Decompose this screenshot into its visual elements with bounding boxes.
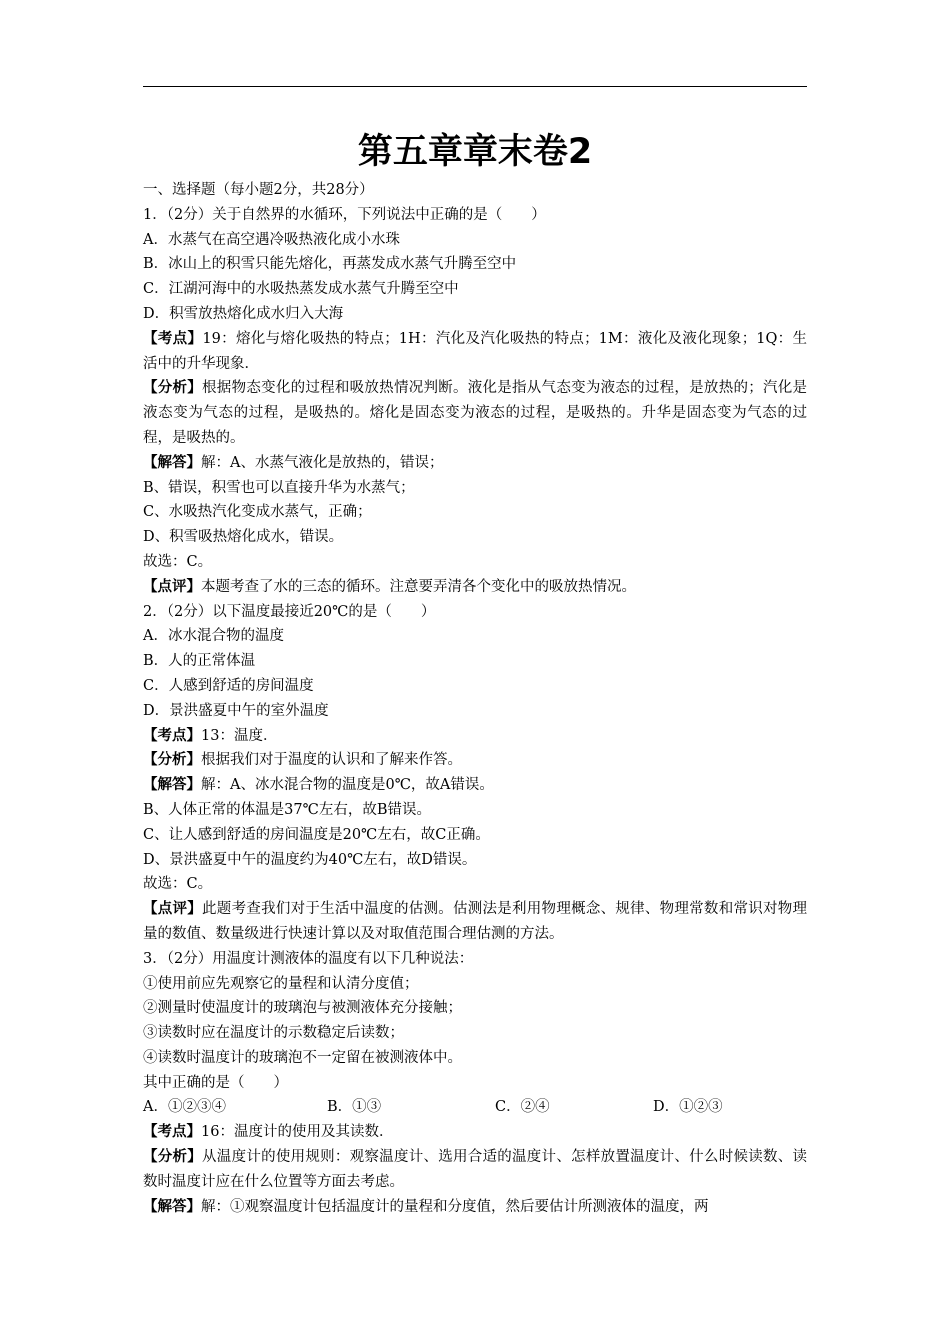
question-1-jieda-line: B、错误，积雪也可以直接升华为水蒸气； [143,479,415,496]
question-2-option-b: B．人的正常体温 [143,653,256,670]
question-2-option-c: C．人感到舒适的房间温度 [143,677,314,694]
question-3-options [143,1095,807,1120]
question-1-option-d: D．积雪放热熔化成水归入大海 [143,305,344,322]
question-2-jieda-line: C、让人感到舒适的房间温度是20℃左右，故C正确。 [143,826,490,843]
jieda-text: 解：①观察温度计包括温度计的量程和分度值，然后要估计所测液体的温度，两 [201,1198,709,1215]
question-3-statement: ④读数时温度计的玻璃泡不一定留在被测液体中。 [143,1049,462,1066]
question-3-kaodian [143,1120,807,1145]
question-3-statement: ②测量时使温度计的玻璃泡与被测液体充分接触； [143,1000,462,1017]
question-1-answer: 故选：C。 [143,553,213,570]
jieda-tag: 【解答】 [143,1198,201,1215]
question-1-option-c: C．江湖河海中的水吸热蒸发成水蒸气升腾至空中 [143,281,459,298]
fenxi-tag: 【分析】 [143,380,203,397]
kaodian-tag: 【考点】 [143,727,201,744]
question-2-jieda-line: D、景洪盛夏中午的温度约为40℃左右，故D错误。 [143,851,477,868]
question-1-jieda-line: C、水吸热汽化变成水蒸气，正确； [143,504,372,521]
jieda-tag: 【解答】 [143,454,201,471]
dianping-tag: 【点评】 [143,578,201,595]
question-2-stem: 2．（2分）以下温度最接近20℃的是（ ） [143,603,436,620]
header-rule [143,86,807,87]
page-title: 第五章章末卷2 [357,132,593,172]
question-1-jieda [143,451,807,476]
question-3-fenxi [143,1145,807,1195]
question-1-kaodian [143,327,807,377]
kaodian-text: 19：熔化与熔化吸热的特点；1H：汽化及汽化吸热的特点；1M：液化及液化现象；1Q：生活中的升华现象． [143,330,807,372]
question-3-statement: ③读数时应在温度计的示数稳定后读数； [143,1025,404,1042]
question-2-jieda-line: B、人体正常的体温是37℃左右，故B错误。 [143,801,431,818]
question-1-option-b: B．冰山上的积雪只能先熔化，再蒸发成水蒸气升腾至空中 [143,256,517,273]
question-3-prompt: 其中正确的是（ ） [143,1074,288,1091]
dianping-text: 此题考查我们对于生活中温度的估测。估测法是利用物理概念、规律、物理常数和常识对物理量的数值、数量级进行快速计算以及对取值范围合理估测的方法。 [143,901,807,942]
kaodian-text: 13：温度． [201,727,278,744]
question-3-stem: 3．（2分）用温度计测液体的温度有以下几种说法： [143,950,474,967]
question-1-option-a: A．水蒸气在高空遇冷吸热液化成小水珠 [143,231,400,248]
question-1-fenxi [143,376,807,450]
jieda-text: 解：A、冰水混合物的温度是0℃，故A错误。 [201,777,494,794]
question-2-fenxi [143,748,807,773]
question-2-answer: 故选：C。 [143,876,213,893]
question-2-jieda [143,773,807,798]
question-2-kaodian [143,724,807,749]
question-3-jieda [143,1195,807,1220]
kaodian-tag: 【考点】 [143,330,203,347]
kaodian-tag: 【考点】 [143,1124,201,1141]
jieda-tag: 【解答】 [143,777,201,794]
fenxi-tag: 【分析】 [143,752,201,769]
question-1-dianping [143,575,807,600]
question-1-jieda-line: D、积雪吸热熔化成水，错误。 [143,529,344,546]
document-page [143,126,807,1219]
fenxi-text: 从温度计的使用规则：观察温度计、选用合适的温度计、怎样放置温度计、什么时候读数、读数时温度计应在什么位置等方面去考虑。 [143,1149,807,1190]
jieda-text: 解：A、水蒸气液化是放热的，错误； [201,454,444,471]
dianping-text: 本题考查了水的三态的循环。注意要弄清各个变化中的吸放热情况。 [201,578,636,595]
dianping-tag: 【点评】 [143,901,203,918]
question-3-option-b: B．①③ [327,1099,382,1116]
fenxi-text: 根据我们对于温度的认识和了解来作答。 [201,752,462,769]
question-3-option-c: C．②④ [495,1099,550,1116]
question-1-stem: 1．（2分）关于自然界的水循环，下列说法中正确的是（ ） [143,206,546,223]
kaodian-text: 16：温度计的使用及其读数． [201,1124,394,1141]
section-heading: 一、选择题（每小题2分，共28分） [143,182,374,198]
question-2-dianping [143,897,807,947]
fenxi-text: 根据物态变化的过程和吸放热情况判断。液化是指从气态变为液态的过程，是放热的；汽化是液态变为气态的过程，是吸热的。熔化是固态变为液态的过程，是吸热的。升华是固态变为气态的过程，是吸热的。 [143,380,807,446]
question-2-option-a: A．冰水混合物的温度 [143,628,284,645]
question-3-statement: ①使用前应先观察它的量程和认清分度值； [143,975,419,992]
fenxi-tag: 【分析】 [143,1149,203,1166]
question-2-option-d: D．景洪盛夏中午的室外温度 [143,702,329,719]
question-3-option-a: A．①②③④ [143,1099,226,1116]
question-3-option-d: D．①②③ [653,1099,723,1116]
